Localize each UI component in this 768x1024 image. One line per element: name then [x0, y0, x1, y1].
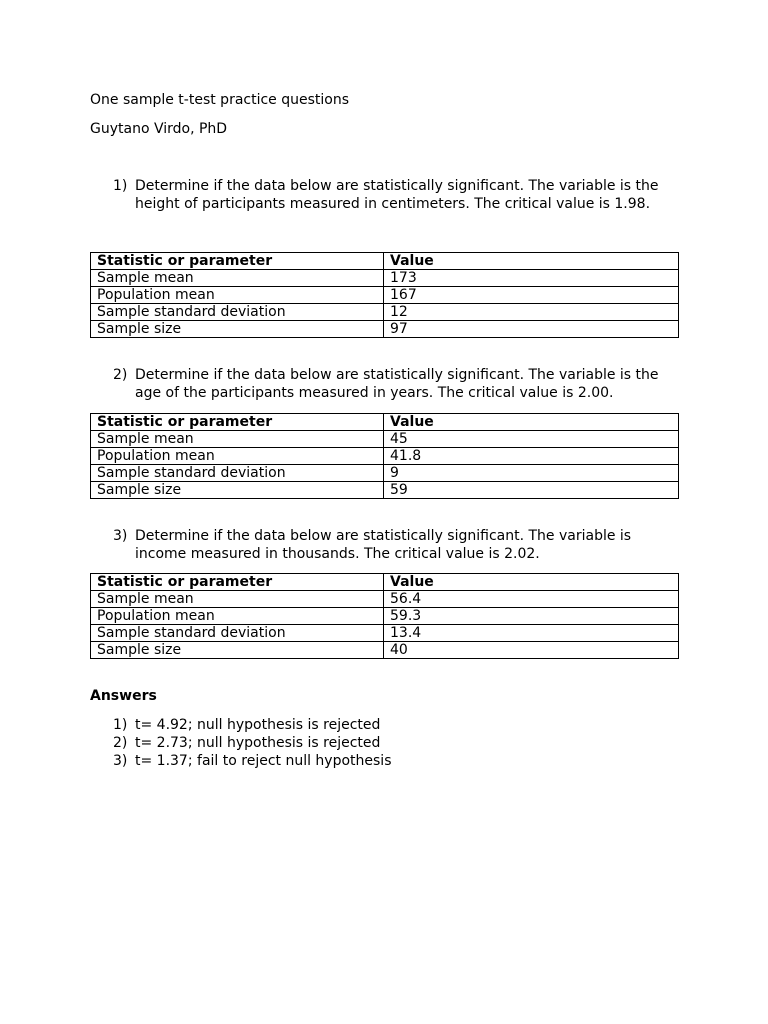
- table-cell-value: 9: [384, 465, 679, 482]
- table-cell-label: Population mean: [91, 448, 384, 465]
- table-cell-label: Sample mean: [91, 270, 384, 287]
- table-cell-value: 12: [384, 304, 679, 321]
- table-row: [91, 448, 679, 465]
- table-row: [91, 465, 679, 482]
- question-3-table: [90, 573, 679, 659]
- answer-text: t= 4.92; null hypothesis is rejected: [135, 717, 381, 733]
- answer-text: t= 1.37; fail to reject null hypothesis: [135, 753, 392, 769]
- table-cell-label: Population mean: [91, 287, 384, 304]
- table-row: [91, 270, 679, 287]
- document-title: One sample t-test practice questions: [90, 92, 350, 108]
- question-text: Determine if the data below are statistically significant. The variable is the height of participants measured in centimeters. The critical value is 1.98.: [135, 178, 659, 212]
- question-text: Determine if the data below are statistically significant. The variable is the age of the participants measured in years. The critical value is 2.00.: [135, 367, 659, 401]
- question-2-table: [90, 413, 679, 499]
- document-author: Guytano Virdo, PhD: [90, 121, 228, 137]
- table-cell-value: 167: [384, 287, 679, 304]
- column-header-value: Value: [384, 414, 679, 431]
- table-cell-value: 59.3: [384, 608, 679, 625]
- table-row: [91, 321, 679, 338]
- column-header-statistic: Statistic or parameter: [91, 574, 384, 591]
- table-cell-value: 40: [384, 642, 679, 659]
- table-cell-label: Sample size: [91, 482, 384, 499]
- question-1-table: [90, 252, 679, 338]
- table-cell-value: 41.8: [384, 448, 679, 465]
- question-1: [90, 177, 678, 213]
- table-cell-value: 173: [384, 270, 679, 287]
- table-cell-label: Sample standard deviation: [91, 465, 384, 482]
- table-cell-value: 56.4: [384, 591, 679, 608]
- table-row: [91, 608, 679, 625]
- answer-number: 2): [113, 735, 128, 751]
- table-cell-value: 97: [384, 321, 679, 338]
- answer-number: 1): [113, 717, 128, 733]
- answer-item-3: [90, 752, 678, 770]
- column-header-value: Value: [384, 253, 679, 270]
- question-number: 1): [113, 178, 128, 194]
- table-header-row: [91, 414, 679, 431]
- question-2: [90, 366, 678, 402]
- question-number: 3): [113, 528, 128, 544]
- column-header-statistic: Statistic or parameter: [91, 253, 384, 270]
- table-cell-label: Sample mean: [91, 431, 384, 448]
- column-header-value: Value: [384, 574, 679, 591]
- table-cell-label: Sample size: [91, 321, 384, 338]
- question-text: Determine if the data below are statistically significant. The variable is income measured in thousands. The critical value is 2.02.: [135, 528, 632, 562]
- table-cell-value: 45: [384, 431, 679, 448]
- table-row: [91, 287, 679, 304]
- answer-text: t= 2.73; null hypothesis is rejected: [135, 735, 381, 751]
- answer-number: 3): [113, 753, 128, 769]
- table-row: [91, 304, 679, 321]
- table-header-row: [91, 574, 679, 591]
- answer-item-2: [90, 734, 678, 752]
- table-row: [91, 482, 679, 499]
- answer-item-1: [90, 716, 678, 734]
- table-cell-label: Sample standard deviation: [91, 304, 384, 321]
- table-cell-value: 13.4: [384, 625, 679, 642]
- table-row: [91, 591, 679, 608]
- question-3: [90, 527, 678, 563]
- question-number: 2): [113, 367, 128, 383]
- table-cell-value: 59: [384, 482, 679, 499]
- table-cell-label: Sample mean: [91, 591, 384, 608]
- table-row: [91, 642, 679, 659]
- table-header-row: [91, 253, 679, 270]
- table-cell-label: Sample standard deviation: [91, 625, 384, 642]
- table-row: [91, 431, 679, 448]
- table-cell-label: Population mean: [91, 608, 384, 625]
- table-cell-label: Sample size: [91, 642, 384, 659]
- answers-heading: Answers: [90, 688, 157, 704]
- column-header-statistic: Statistic or parameter: [91, 414, 384, 431]
- table-row: [91, 625, 679, 642]
